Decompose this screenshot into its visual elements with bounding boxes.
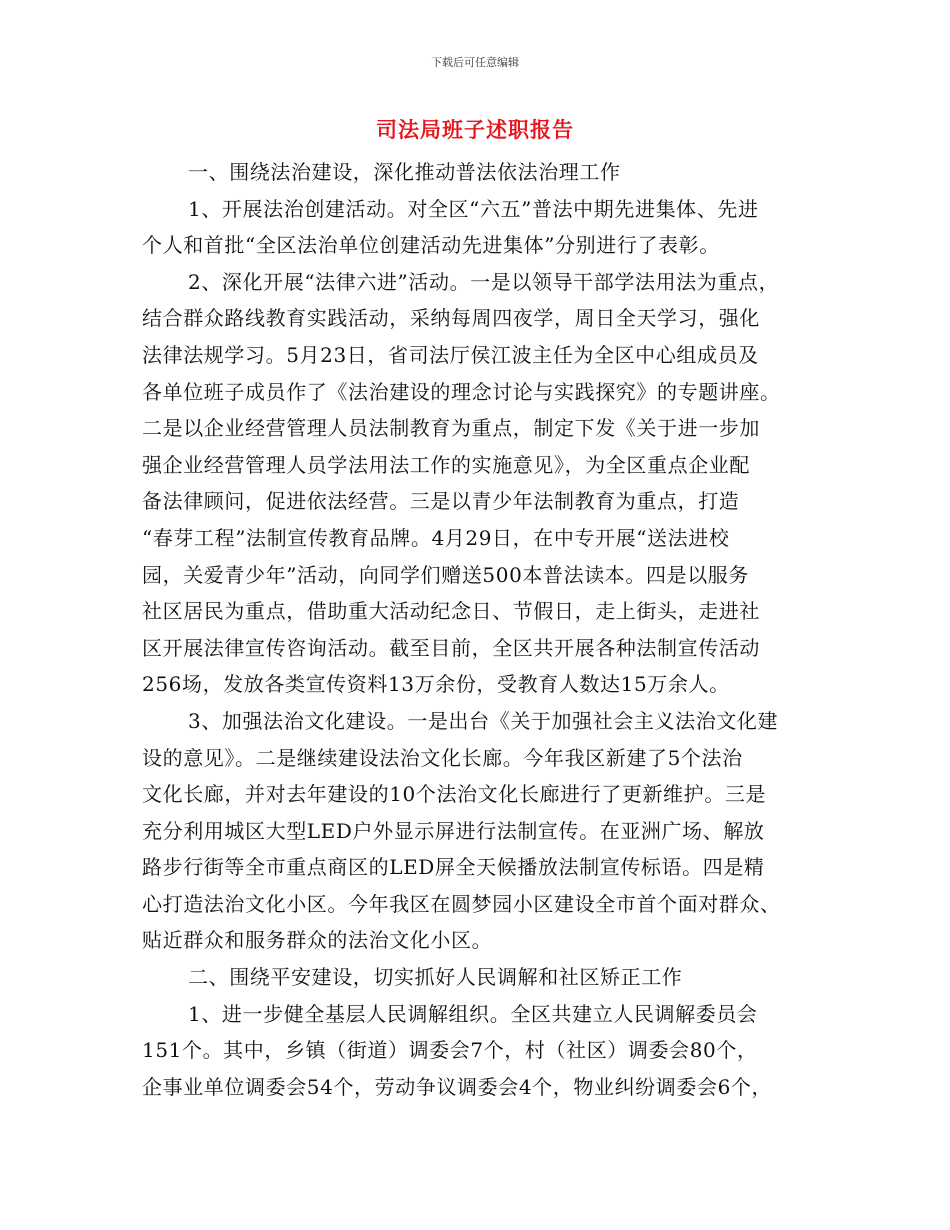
paragraph-line: 设的意见》。二是继续建设法治文化长廊。今年我区新建了5个法治 [142,745,743,770]
paragraph-line: 3、加强法治文化建设。一是出台《关于加强社会主义法治文化建 [188,708,779,733]
paragraph-line: 路步行街等全市重点商区的LED屏全天候播放法制宣传标语。四是精 [142,855,765,880]
paragraph-line: 151个。其中，乡镇（街道）调委会7个，村（社区）调委会80个， [142,1038,758,1063]
paragraph-line: 1、开展法治创建活动。对全区“六五”普法中期先进集体、先进 [188,196,759,221]
paragraph-line: 文化长廊，并对去年建设的10个法治文化长廊进行了更新维护。三是 [142,782,767,807]
paragraph-line: 个人和首批“全区法治单位创建活动先进集体”分别进行了表彰。 [142,233,720,258]
paragraph-line: 256场，发放各类宣传资料13万余份，受教育人数达15万余人。 [142,672,730,697]
section-heading: 二、围绕平安建设，切实抓好人民调解和社区矫正工作 [188,965,683,990]
page-header-note: 下载后可任意编辑 [431,56,519,69]
paragraph-line: 强企业经营管理人员学法用法工作的实施意见》，为全区重点企业配 [142,452,750,477]
paragraph-line: 1、进一步健全基层人民调解组织。全区共建立人民调解委员会 [188,1001,758,1026]
document-body [142,154,814,1105]
paragraph-line: 区开展法律宣传咨询活动。截至目前，全区共开展各种法制宣传活动 [142,635,760,660]
paragraph-line: 2、深化开展“法律六进”活动。一是以领导干部学法用法为重点， [188,269,780,294]
paragraph-line: 园，关爱青少年”活动，向同学们赠送500本普法读本。四是以服务 [142,562,749,587]
paragraph-line: 备法律顾问，促进依法经营。三是以青少年法制教育为重点，打造 [142,489,740,514]
paragraph-line: 结合群众路线教育实践活动，采纳每周四夜学，周日全天学习，强化 [142,306,760,331]
document-title: 司法局班子述职报告 [376,117,574,142]
paragraph-line: “春芽工程”法制宣传教育品牌。4月29日，在中专开展“送法进校 [142,525,730,550]
paragraph-line: 企事业单位调委会54个，劳动争议调委会4个，物业纠纷调委会6个， [142,1074,773,1099]
paragraph-line: 贴近群众和服务群众的法治文化小区。 [142,928,493,953]
paragraph-line: 心打造法治文化小区。今年我区在圆梦园小区建设全市首个面对群众、 [142,891,781,916]
paragraph-line: 社区居民为重点，借助重大活动纪念日、节假日，走上街头，走进社 [142,599,760,624]
paragraph-line: 各单位班子成员作了《法治建设的理念讨论与实践探究》的专题讲座。 [142,379,781,404]
paragraph-line: 二是以企业经营管理人员法制教育为重点，制定下发《关于进一步加 [142,416,760,441]
paragraph-line: 充分利用城区大型LED户外显示屏进行法制宣传。在亚洲广场、解放 [142,818,765,843]
paragraph-line: 法律法规学习。5月23日，省司法厅侯江波主任为全区中心组成员及 [142,342,759,367]
section-heading: 一、围绕法治建设，深化推动普法依法治理工作 [188,160,621,184]
